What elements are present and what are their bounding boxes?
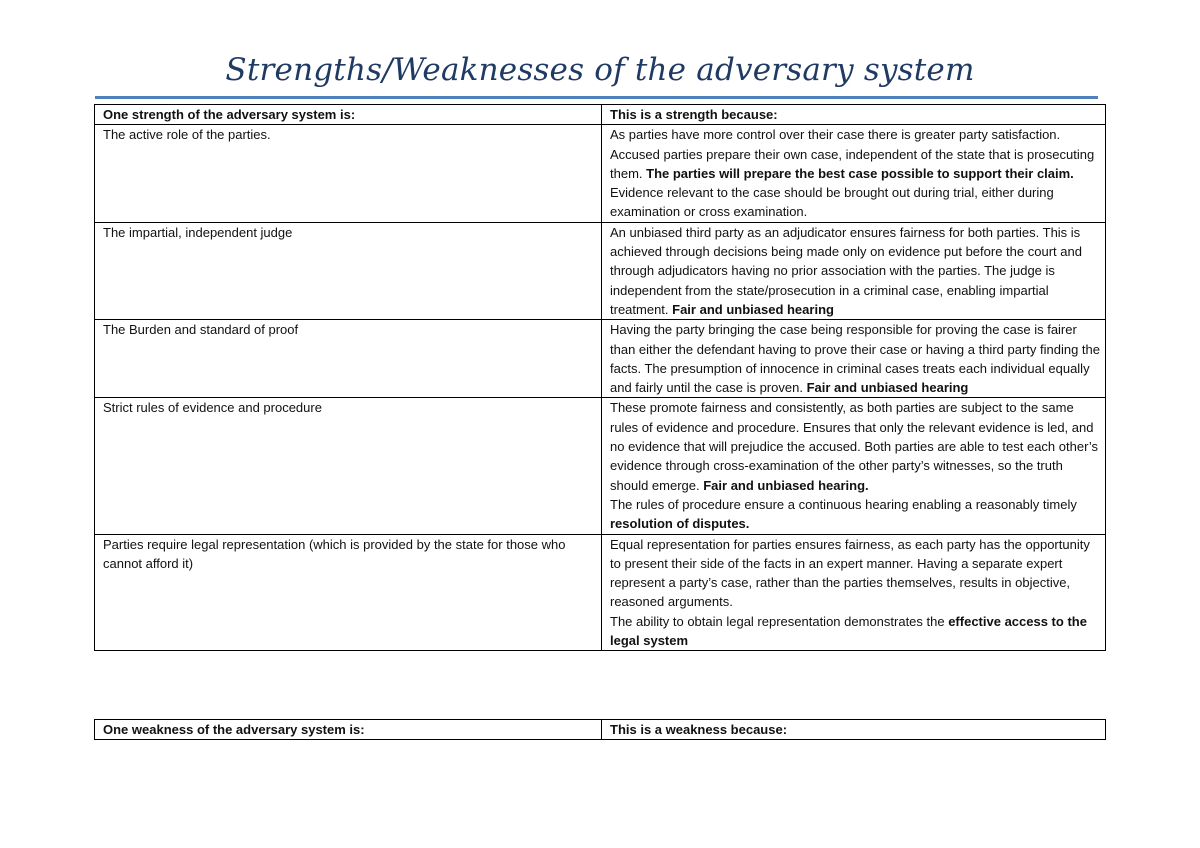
weakness-reason-header: This is a weakness because:	[602, 720, 1106, 740]
weaknesses-table	[94, 719, 1106, 740]
reason-text: Having the party bringing the case being responsible for proving the case is fairer than either the defendant having to prove their case or having a third party finding the facts. The presumption of innocence in criminal cases treats each individual equally and fairly until the case is proven.	[610, 322, 1100, 396]
table-row	[95, 534, 1106, 651]
reason-emphasis: effective access to the legal system	[610, 613, 1087, 649]
table-row	[95, 222, 1106, 319]
reason-cell	[602, 534, 1106, 651]
table-row	[95, 398, 1106, 534]
title-underline	[95, 96, 1098, 99]
reason-cell	[602, 125, 1106, 222]
reason-text: These promote fairness and consistently, as both parties are subject to the same rules of evidence and procedure. Ensures that only the relevant evidence is led, and no evidence that will prejudice the accused. Both parties are able to test each other’s evidence through cross-examination of the other party’s witnesses, so the truth should emerge.	[610, 400, 1099, 493]
strength-cell: The Burden and standard of proof	[95, 320, 602, 398]
table-header-row	[95, 720, 1106, 740]
table-row	[95, 125, 1106, 222]
table-header-row	[95, 105, 1106, 125]
reason-emphasis: Fair and unbiased hearing.	[703, 477, 869, 493]
reason-cell	[602, 222, 1106, 319]
reason-emphasis: The parties will prepare the best case possible to support their claim.	[646, 165, 1074, 181]
reason-text: An unbiased third party as an adjudicator ensures fairness for both parties. This is achieved through decisions being made only on evidence put before the court and through adjudicators having no prior association with the parties. The judge is independent from the state/prosecution in a criminal case, enabling impartial treatment.	[610, 224, 1082, 317]
strength-cell: The active role of the parties.	[95, 125, 602, 222]
reason-text: The rules of procedure ensure a continuous hearing enabling a reasonably timely	[610, 496, 1077, 512]
strength-header: One strength of the adversary system is:	[95, 105, 602, 125]
table-row	[95, 320, 1106, 398]
reason-text: The ability to obtain legal representation demonstrates the	[610, 613, 949, 629]
reason-cell	[602, 398, 1106, 534]
reason-text: Evidence relevant to the case should be brought out during trial, either during examination or cross examination.	[610, 185, 1054, 220]
strength-cell: The impartial, independent judge	[95, 222, 602, 319]
page-title: Strengths/Weaknesses of the adversary system	[225, 52, 975, 88]
reason-cell	[602, 320, 1106, 398]
strength-cell: Parties require legal representation (which is provided by the state for those who cannot afford it)	[95, 534, 602, 651]
strength-reason-header: This is a strength because:	[602, 105, 1106, 125]
reason-text: Equal representation for parties ensures fairness, as each party has the opportunity to present their side of the facts in an expert manner. Having a separate expert represent a party’s case, rather than the parties themselves, results in objective, reasoned arguments.	[610, 536, 1090, 610]
strength-cell: Strict rules of evidence and procedure	[95, 398, 602, 534]
reason-emphasis: Fair and unbiased hearing	[672, 301, 834, 317]
weakness-header: One weakness of the adversary system is:	[95, 720, 602, 740]
reason-emphasis: resolution of disputes.	[610, 516, 750, 532]
reason-text: As parties have more control over their case there is greater party satisfaction. Accused parties prepare their own case, independent of the state that is prosecuting them.	[610, 127, 1095, 181]
strengths-table	[94, 104, 1106, 651]
reason-emphasis: Fair and unbiased hearing	[806, 380, 969, 396]
strengths-table-body	[95, 125, 1106, 651]
